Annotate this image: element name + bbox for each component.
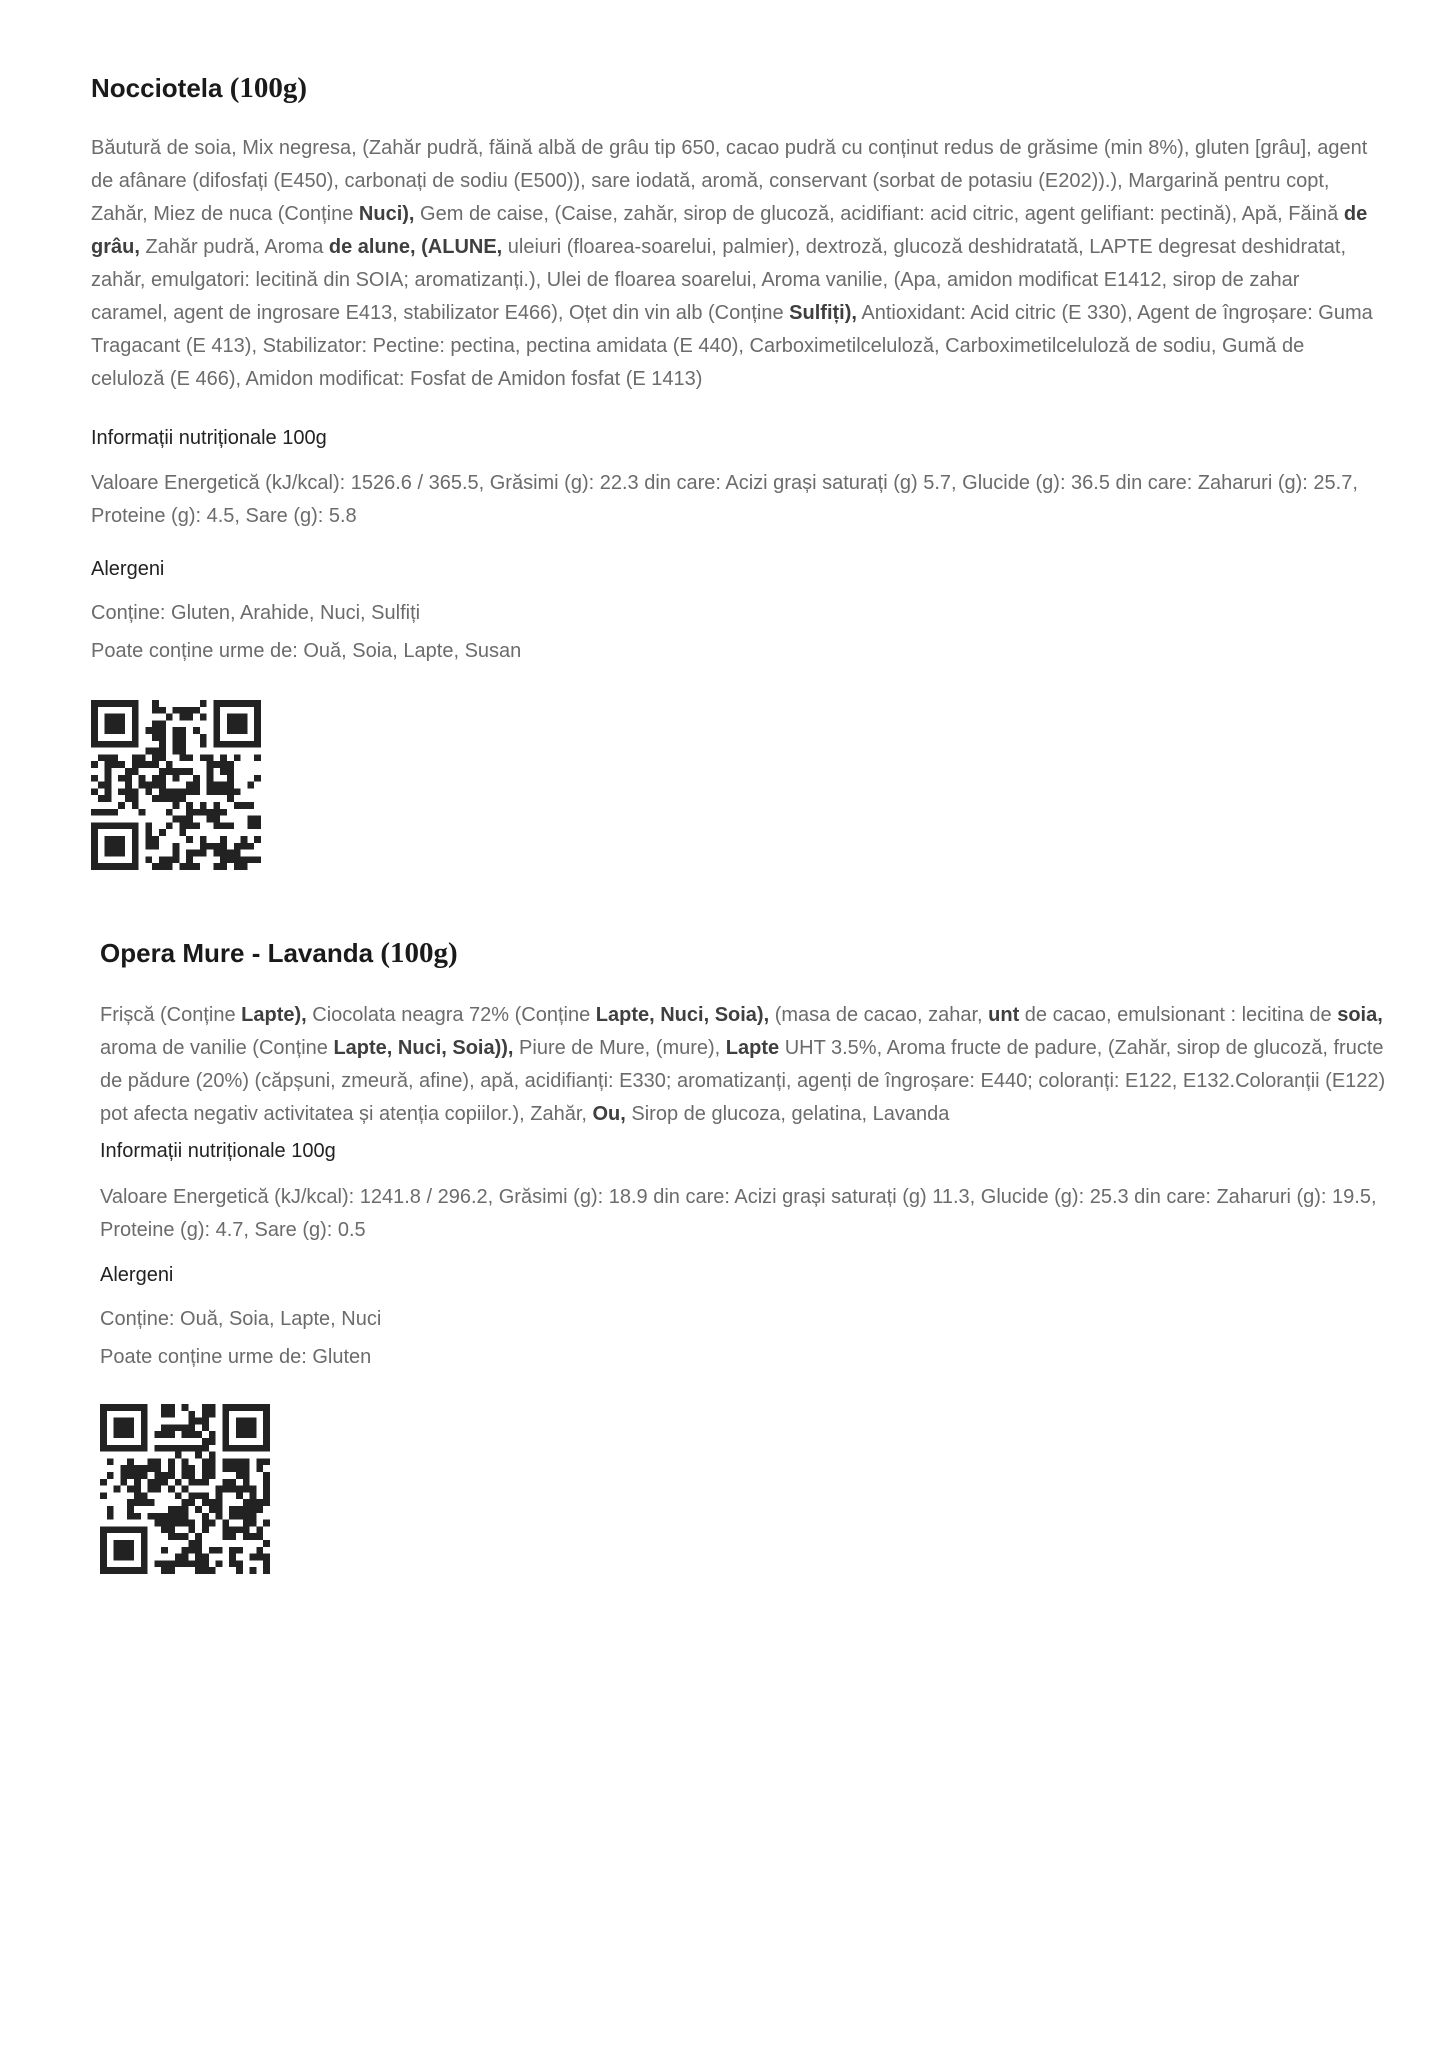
ingredient-bold-run: soia, [1337,1004,1383,1026]
ingredient-run: Gem de caise, (Caise, zahăr, sirop de glucoză, acidifiant: acid citric, agent gelifiant: pectină), Apă, Făină [414,203,1344,225]
ingredient-bold-run: Lapte [725,1037,780,1059]
ingredient-bold-run: de alune, (ALUNE, [328,236,503,258]
product-weight: (100g) [380,937,458,969]
ingredient-run: Piure de Mure, (mure), [513,1037,726,1059]
product-nocciotela [91,68,1381,870]
ingredient-run: aroma de vanilie (Conține [100,1037,334,1059]
ingredient-run: UHT 3.5%, Aroma fructe de padure, (Zahăr, sirop de glucoză, fructe de pădure (20%) (căpșuni, zmeură, afine), apă, acidifianți: E330; aromatizanți, agenți de îngroșare: E440; coloranți: E122, E132.Coloranții (E122) pot afecta negativ activitatea și atenția copiilor.), Zahăr, [100,1037,1386,1125]
allergens-traces: Poate conține urme de: Ouă, Soia, Lapte, Susan [91,640,522,662]
ingredient-run: Antioxidant: Acid citric (E 330), Agent de îngroșare: Guma Tragacant (E 413), Stabilizator: Pectine: pectina, pectina amidata (E 440), Carboximetilceluloză, Carboximetilceluloză de sodiu, Gumă de celuloză (E 466), Amidon modificat: Fosfat de Amidon fosfat (E 1413) [91,302,1373,390]
allergens-contains: Conține: Ouă, Soia, Lapte, Nuci [100,1308,382,1330]
ingredient-bold-run: Nuci), [358,203,415,225]
product-name: Opera Mure - Lavanda [100,938,374,968]
nutrition-values: Valoare Energetică (kJ/kcal): 1241.8 / 296.2, Grăsimi (g): 18.9 din care: Acizi grași saturați (g) 11.3, Glucide (g): 25.3 din care: Zaharuri (g): 19.5, Proteine (g): 4.7, Sare (g): 0.5 [100,1186,1377,1241]
ingredient-run: Frișcă (Conține [100,1004,242,1026]
allergens-contains: Conține: Gluten, Arahide, Nuci, Sulfiți [91,602,421,624]
ingredient-bold-run: Sulfiți), [789,302,857,324]
nutrition-values: Valoare Energetică (kJ/kcal): 1526.6 / 365.5, Grăsimi (g): 22.3 din care: Acizi grași saturați (g) 5.7, Glucide (g): 36.5 din care: Zaharuri (g): 25.7, Proteine (g): 4.5, Sare (g): 5.8 [91,472,1358,527]
ingredient-run: Zahăr pudră, Aroma [139,236,329,258]
product-weight: (100g) [229,72,308,104]
product-title [91,68,1381,108]
ingredient-bold-run: Ou, [592,1103,626,1125]
nutrition-heading: Informații nutriționale 100g [91,427,327,449]
ingredient-run: (masa de cacao, zahar, [769,1004,989,1026]
nutrition-heading: Informații nutriționale 100g [100,1140,336,1162]
allergens-traces: Poate conține urme de: Gluten [100,1346,372,1368]
ingredient-bold-run: Lapte), [241,1004,307,1026]
ingredient-bold-run: Lapte, Nuci, Soia)), [333,1037,514,1059]
ingredient-bold-run: de grâu, [91,203,1368,258]
product-title [100,933,1390,973]
allergens-heading: Alergeni [100,1264,174,1286]
ingredient-run: uleiuri (floarea-soarelui, palmier), dextroză, glucoză deshidratată, LAPTE degresat deshidratat, zahăr, emulgatori: lecitină din SOIA; aromatizanți.), Ulei de floarea soarelui, Aroma vanilie, (Apa, amidon modificat E1412, sirop de zahar caramel, agent de ingrosare E413, stabilizator E466), Oțet din vin alb (Conține [91,236,1347,324]
ingredient-run: Băutură de soia, Mix negresa, (Zahăr pudră, făină albă de grâu tip 650, cacao pudră cu conținut redus de grăsime (min 8%), gluten [grâu], agent de afânare (difosfați (E450), carbonați de sodiu (E500)), sare iodată, aromă, conservant (sorbat de potasiu (E202)).), Margarină pentru copt, Zahăr, Miez de nuca (Conține [91,137,1368,225]
ingredients-text [100,999,1390,1131]
allergens-heading: Alergeni [91,558,165,580]
ingredient-bold-run: unt [988,1004,1020,1026]
product-name: Nocciotela [91,73,223,103]
qr-code-icon [100,1404,270,1574]
ingredient-run: de cacao, emulsionant : lecitina de [1019,1004,1338,1026]
ingredient-bold-run: Lapte, Nuci, Soia), [595,1004,770,1026]
ingredient-run: Ciocolata neagra 72% (Conține [306,1004,596,1026]
product-opera-mure-lavanda [100,933,1390,1574]
ingredients-text [91,132,1381,396]
qr-code-icon [91,700,261,870]
ingredient-run: Sirop de glucoza, gelatina, Lavanda [625,1103,950,1125]
